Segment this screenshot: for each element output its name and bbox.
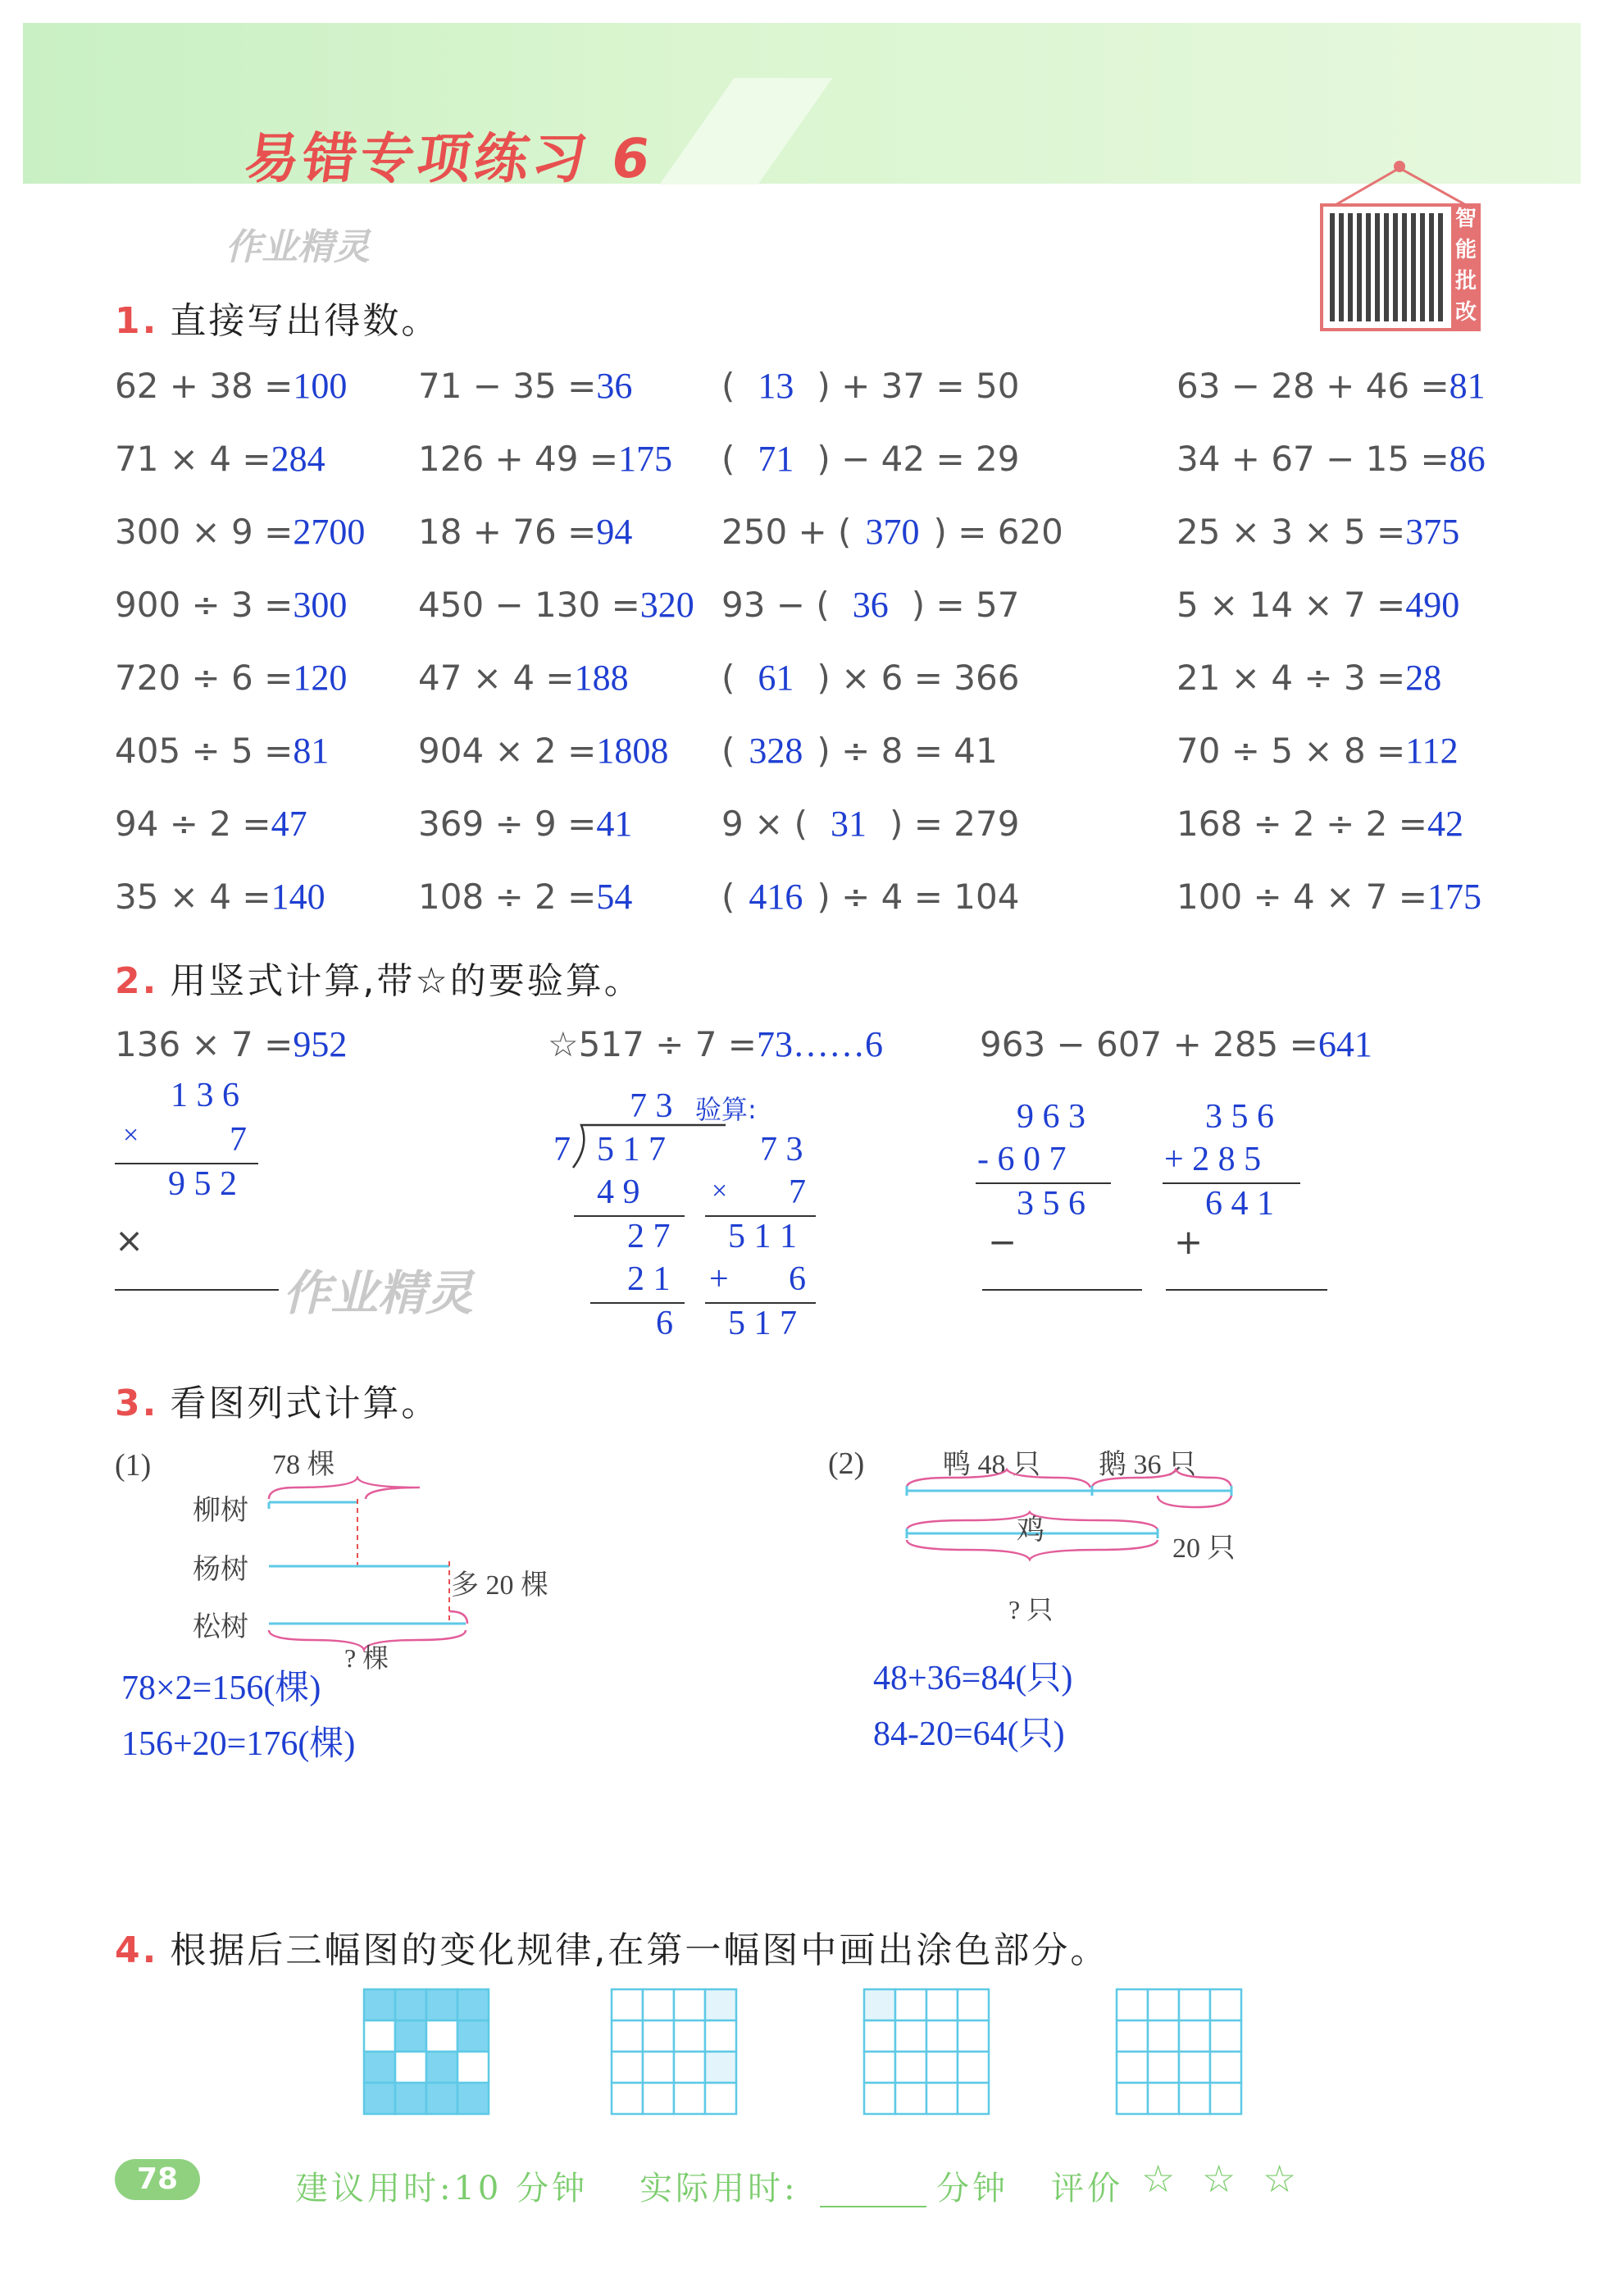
grid-cell <box>895 2083 926 2114</box>
f1-more-label: 多 20 棵 <box>451 1570 548 1601</box>
grid-cell <box>1179 2020 1210 2052</box>
drill-answer: 41 <box>596 804 633 844</box>
p2-step3: 2 1 <box>627 1260 671 1298</box>
f1-solution-1: 78×2=156(棵) <box>121 1670 321 1707</box>
drill-item <box>418 876 632 918</box>
drill-item <box>418 803 632 845</box>
drill-answer: 100 <box>293 366 348 406</box>
grid-cell <box>926 2020 958 2052</box>
drill-item <box>1176 511 1459 553</box>
section4-number: 4. <box>115 1929 159 1971</box>
grid-cell <box>457 1989 489 2020</box>
f1-row-poplar: 杨树 <box>193 1555 248 1585</box>
grid-cell <box>958 2083 989 2114</box>
drill-question: 94 ÷ 2 = <box>115 804 271 844</box>
grid-cell <box>705 1989 736 2020</box>
grid-cell <box>674 2020 705 2052</box>
drill-question: 108 ÷ 2 = <box>418 877 597 917</box>
drill-item <box>418 511 632 553</box>
p3-check-plus: + <box>1174 1222 1204 1262</box>
drill-answer: 112 <box>1405 731 1459 771</box>
grid-cell <box>864 1989 895 2020</box>
p2-quotient: 7 3 <box>630 1087 673 1125</box>
section3-number: 3. <box>115 1383 159 1424</box>
drill-question: 5 × 14 × 7 = <box>1176 585 1406 625</box>
p1-answer: 952 <box>293 1024 348 1064</box>
p2-check-row3: 5 1 1 <box>728 1218 797 1255</box>
drill-item <box>721 803 1019 845</box>
grid-cell <box>895 2052 926 2083</box>
grid-cell <box>612 2083 643 2114</box>
drill-question: 62 + 38 = <box>115 366 294 406</box>
grid-cell <box>457 2020 489 2052</box>
drill-question: 720 ÷ 6 = <box>115 658 294 698</box>
drill-answer: 86 <box>1449 439 1486 479</box>
drill-answer: 28 <box>1405 658 1442 698</box>
drill-item <box>721 876 1019 918</box>
grid-cell <box>864 2020 895 2052</box>
drill-answer: 31 <box>831 804 867 844</box>
drill-question: 21 × 4 ÷ 3 = <box>1176 658 1406 698</box>
p2-check-row1: 7 3 <box>760 1131 803 1168</box>
qr-tag: 智能批改 <box>1451 203 1481 331</box>
f2-question-label: ? 只 <box>1008 1595 1054 1624</box>
drill-question: 35 × 4 = <box>115 877 271 917</box>
drill-item <box>1176 657 1441 699</box>
grid-cell <box>674 2083 705 2114</box>
p3-a-row2: - 6 0 7 <box>977 1141 1067 1178</box>
p2-divisor: 7 <box>553 1131 571 1168</box>
drill-answer: 375 <box>1405 512 1460 552</box>
drill-item <box>1176 438 1486 480</box>
grid-cell <box>1148 2083 1179 2114</box>
grid-cell <box>612 2052 643 2083</box>
f2-less-label: 20 只 <box>1172 1533 1236 1564</box>
grid-cell <box>612 1989 643 2020</box>
drill-question: 34 + 67 − 15 = <box>1176 439 1450 479</box>
drill-answer: 1808 <box>596 731 669 771</box>
drill-question: 904 × 2 = <box>418 731 597 771</box>
f1-solution-2: 156+20=176(棵) <box>121 1725 356 1763</box>
section1-number: 1. <box>115 300 159 342</box>
grid-cell <box>643 2083 674 2114</box>
grid-cell <box>864 2083 895 2114</box>
time-unit: 分钟 <box>936 2170 1008 2207</box>
drill-question: 405 ÷ 5 = <box>115 731 294 771</box>
p2-step1: 4 9 <box>597 1173 640 1211</box>
drill-answer: 320 <box>639 585 694 625</box>
grid-cell <box>1210 2083 1241 2114</box>
f1-row-pine: 松树 <box>193 1612 248 1642</box>
drill-prefix: ( <box>721 439 735 479</box>
grid-cell <box>1117 2052 1148 2083</box>
drill-question: 369 ÷ 9 = <box>418 804 597 844</box>
grid-cell <box>395 2052 426 2083</box>
drill-question: 300 × 9 = <box>115 512 294 552</box>
grid-cell <box>364 1989 395 2020</box>
f1-question-label: ? 棵 <box>344 1643 389 1673</box>
drill-answer: 54 <box>596 877 633 917</box>
drill-question: 126 + 49 = <box>418 439 619 479</box>
drill-answer: 81 <box>293 731 330 771</box>
p3-answer: 641 <box>1318 1024 1372 1064</box>
rating-star-1[interactable]: ☆ <box>1141 2157 1176 2201</box>
p2-check-plus: + <box>709 1260 729 1298</box>
p3-b-row3: 6 4 1 <box>1205 1185 1274 1223</box>
grid-cell <box>1117 2020 1148 2052</box>
grid-cell <box>1117 2083 1148 2114</box>
drill-item <box>1176 365 1486 407</box>
drill-answer: 61 <box>758 658 794 698</box>
p1-row2: 7 <box>230 1121 247 1159</box>
p2-remainder: 6 <box>656 1305 673 1342</box>
grid-cell <box>1179 1989 1210 2020</box>
grid-cell <box>643 2052 674 2083</box>
page-title: 易错专项练习 6 <box>240 127 658 190</box>
p1-question: 136 × 7 = <box>115 1024 294 1064</box>
grid-cell <box>457 2083 489 2114</box>
grid-cell <box>426 2083 457 2114</box>
grid-cell <box>705 2020 736 2052</box>
drill-item <box>721 438 1019 480</box>
f2-label: (2) <box>828 1446 865 1481</box>
drill-item <box>1176 876 1481 918</box>
drill-prefix: ( <box>721 877 735 917</box>
drill-question: 168 ÷ 2 ÷ 2 = <box>1176 804 1427 844</box>
qr-pattern <box>1330 213 1445 321</box>
page-number: 78 <box>115 2159 200 2200</box>
grid-cell <box>395 2020 426 2052</box>
grid-cell <box>674 1989 705 2020</box>
f2-goose-label: 鹅 36 只 <box>1099 1450 1196 1480</box>
suggested-time: 建议用时:10 分钟 <box>295 2170 589 2207</box>
grid-cell <box>926 2083 958 2114</box>
p3-check-line1 <box>982 1289 1142 1291</box>
drill-question: 63 − 28 + 46 = <box>1176 366 1450 406</box>
grid-cell <box>1210 1989 1241 2020</box>
p3-a-row3: 3 5 6 <box>1017 1185 1085 1223</box>
watermark-top: 作业精灵 <box>225 226 370 268</box>
grid-cell <box>426 2052 457 2083</box>
drill-answer: 71 <box>758 439 794 479</box>
drill-suffix: ) ÷ 8 = 41 <box>817 731 998 771</box>
p1-check-sign: × <box>115 1220 144 1260</box>
drill-suffix: ) = 620 <box>933 512 1063 552</box>
drill-answer: 94 <box>596 512 633 552</box>
p2-answer: 73……6 <box>756 1024 883 1064</box>
drill-item <box>1176 584 1459 626</box>
drill-item <box>115 803 307 845</box>
grid-cell <box>958 2052 989 2083</box>
section2-number: 2. <box>115 960 159 1002</box>
f2-chicken-label: 鸡 <box>1017 1515 1044 1546</box>
drill-question: 100 ÷ 4 × 7 = <box>1176 877 1427 917</box>
qr-code[interactable] <box>1320 203 1458 331</box>
section1-heading <box>115 291 439 344</box>
grid-cell <box>958 1989 989 2020</box>
grid-cell <box>1210 2052 1241 2083</box>
grid-cell <box>1210 2020 1241 2052</box>
drill-question: 25 × 3 × 5 = <box>1176 512 1406 552</box>
p1-row3: 9 5 2 <box>168 1165 237 1203</box>
drill-suffix: ) × 6 = 366 <box>817 658 1020 698</box>
grid-cell <box>926 1989 958 2020</box>
grid-cell <box>643 2020 674 2052</box>
drill-answer: 140 <box>271 877 325 917</box>
drill-item <box>721 730 998 772</box>
grid-cell <box>705 2083 736 2114</box>
p2-check-row5: 5 1 7 <box>728 1305 797 1342</box>
grid-cell <box>1179 2083 1210 2114</box>
section2-title: 用竖式计算,带☆的要验算。 <box>170 960 643 1002</box>
p3-check-line2 <box>1166 1289 1327 1291</box>
drill-answer: 370 <box>865 512 920 552</box>
p2-check-label: 验算: <box>695 1094 757 1125</box>
drill-item <box>721 657 1019 699</box>
drill-question: 450 − 130 = <box>418 585 640 625</box>
section2-heading <box>115 951 643 1004</box>
grid-cell <box>895 2020 926 2052</box>
section4-title: 根据后三幅图的变化规律,在第一幅图中画出涂色部分。 <box>170 1929 1109 1971</box>
p3-equation <box>980 1023 1372 1065</box>
drill-item <box>418 657 629 699</box>
drill-prefix: 93 − ( <box>721 585 830 625</box>
drill-item <box>115 876 325 918</box>
p2-question: ☆517 ÷ 7 = <box>548 1024 757 1064</box>
grid-cell <box>674 2052 705 2083</box>
p2-dividend: 5 1 7 <box>597 1131 666 1168</box>
drill-item <box>1176 730 1459 772</box>
drill-suffix: ) ÷ 4 = 104 <box>817 877 1020 917</box>
drill-answer: 81 <box>1449 366 1486 406</box>
grid-cell <box>1148 2052 1179 2083</box>
p2-check-row4: 6 <box>789 1260 806 1298</box>
drill-suffix: ) = 279 <box>890 804 1020 844</box>
drill-answer: 284 <box>271 439 325 479</box>
rating-label: 评价 <box>1051 2170 1123 2207</box>
drill-item <box>115 657 347 699</box>
drill-item <box>115 365 347 407</box>
grid-cell <box>1179 2052 1210 2083</box>
f2-duck-label: 鸭 48 只 <box>943 1450 1040 1480</box>
drill-item <box>1176 803 1463 845</box>
drill-item <box>418 730 668 772</box>
drill-prefix: 9 × ( <box>721 804 808 844</box>
rating-star-2[interactable]: ☆ <box>1202 2157 1236 2201</box>
grid-cell <box>426 2020 457 2052</box>
grid-cell <box>1148 2020 1179 2052</box>
drill-prefix: 250 + ( <box>721 512 852 552</box>
pattern-grid-3 <box>861 1986 992 2117</box>
drill-item <box>721 511 1063 553</box>
drill-question: 70 ÷ 5 × 8 = <box>1176 731 1406 771</box>
grid-cell <box>395 2083 426 2114</box>
grid-cell <box>926 2052 958 2083</box>
p3-a-row1: 9 6 3 <box>1017 1098 1085 1136</box>
drill-question: 18 + 76 = <box>418 512 597 552</box>
p1-row1: 1 3 6 <box>171 1077 239 1114</box>
grid-cell <box>643 1989 674 2020</box>
grid-cell <box>958 2020 989 2052</box>
drill-answer: 300 <box>293 585 348 625</box>
p1-check-line <box>115 1289 279 1291</box>
p2-check-times: × <box>712 1176 728 1206</box>
drill-answer: 42 <box>1427 804 1463 844</box>
f1-row-willow: 柳树 <box>193 1496 248 1526</box>
drill-answer: 2700 <box>293 512 366 552</box>
f1-label: (1) <box>115 1448 152 1483</box>
drill-answer: 328 <box>749 731 803 771</box>
grid-cell <box>612 2020 643 2052</box>
actual-time-blank[interactable] <box>820 2206 926 2207</box>
rating-star-3[interactable]: ☆ <box>1263 2157 1297 2201</box>
drill-question: 47 × 4 = <box>418 658 575 698</box>
drill-answer: 175 <box>1427 877 1481 917</box>
p1-times: × <box>123 1120 139 1150</box>
grid-cell <box>364 2020 395 2052</box>
drill-question: 900 ÷ 3 = <box>115 585 294 625</box>
grid-cell <box>457 2052 489 2083</box>
f1-top-label: 78 棵 <box>272 1450 335 1480</box>
grid-cell <box>364 2083 395 2114</box>
drill-answer: 13 <box>758 366 794 406</box>
p2-step2: 2 7 <box>627 1218 671 1255</box>
section4-heading <box>115 1920 1108 1973</box>
drill-answer: 36 <box>596 366 633 406</box>
drill-answer: 36 <box>852 585 889 625</box>
grid-cell <box>1117 1989 1148 2020</box>
drill-answer: 47 <box>271 804 307 844</box>
drill-item <box>115 730 329 772</box>
actual-time-label: 实际用时: <box>639 2170 799 2207</box>
drill-item <box>418 438 672 480</box>
drill-item <box>721 365 1019 407</box>
drill-suffix: ) = 57 <box>911 585 1020 625</box>
drill-suffix: ) + 37 = 50 <box>817 366 1020 406</box>
grid-cell <box>395 1989 426 2020</box>
p1-equation <box>115 1023 347 1065</box>
pattern-grid-2 <box>608 1986 740 2117</box>
drill-answer: 490 <box>1405 585 1460 625</box>
p3-check-minus: − <box>988 1222 1017 1262</box>
grid-cell <box>895 1989 926 2020</box>
drill-answer: 120 <box>293 658 348 698</box>
section1-title: 直接写出得数。 <box>170 300 440 342</box>
section3-title: 看图列式计算。 <box>170 1383 440 1424</box>
p3-b-row1: 3 5 6 <box>1205 1098 1274 1136</box>
grid-cell <box>1148 1989 1179 2020</box>
drill-item <box>115 511 365 553</box>
drill-item <box>418 584 694 626</box>
drill-item <box>418 365 632 407</box>
drill-item <box>721 584 1019 626</box>
drill-prefix: ( <box>721 658 735 698</box>
watermark-mid: 作业精灵 <box>283 1265 474 1321</box>
grid-cell <box>864 2052 895 2083</box>
pattern-grid-4 <box>1113 1986 1245 2117</box>
grid-cell <box>705 2052 736 2083</box>
pattern-grid-1[interactable] <box>361 1986 492 2117</box>
drill-question: 71 − 35 = <box>418 366 597 406</box>
grid-cell <box>426 1989 457 2020</box>
f2-solution-1: 48+36=84(只) <box>873 1660 1073 1697</box>
f2-solution-2: 84-20=64(只) <box>873 1715 1065 1753</box>
drill-item <box>115 438 325 480</box>
grid-cell <box>364 2052 395 2083</box>
drill-prefix: ( <box>721 366 735 406</box>
drill-answer: 175 <box>618 439 673 479</box>
p2-equation <box>548 1023 883 1065</box>
p3-question: 963 − 607 + 285 = <box>980 1024 1318 1064</box>
drill-answer: 188 <box>574 658 629 698</box>
p3-b-row2: + 2 8 5 <box>1164 1141 1262 1178</box>
drill-answer: 416 <box>749 877 803 917</box>
section3-heading <box>115 1374 439 1426</box>
drill-question: 71 × 4 = <box>115 439 271 479</box>
drill-item <box>115 584 347 626</box>
drill-suffix: ) − 42 = 29 <box>817 439 1020 479</box>
drill-prefix: ( <box>721 731 735 771</box>
p2-check-row2: 7 <box>789 1173 806 1211</box>
